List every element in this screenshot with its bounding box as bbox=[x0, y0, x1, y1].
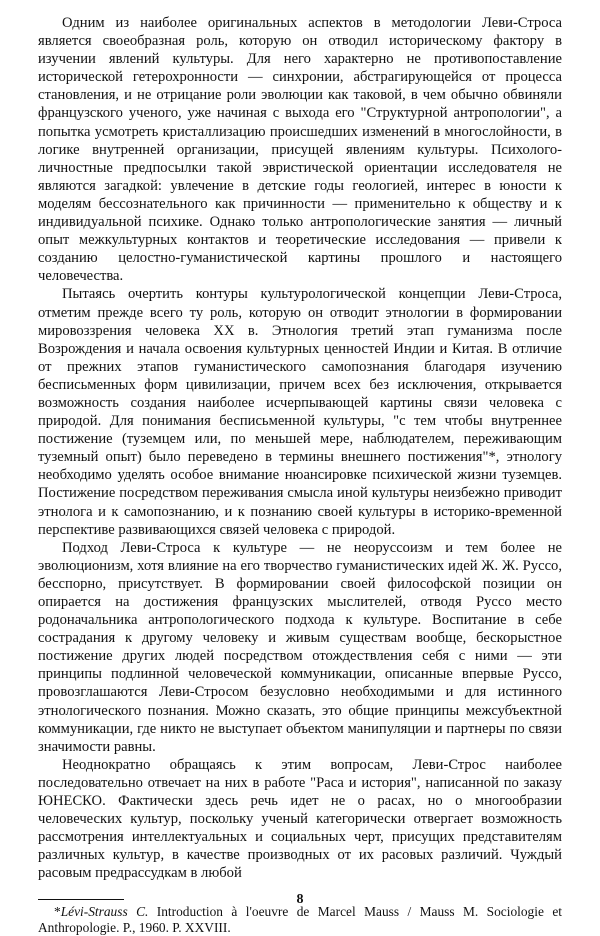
paragraph-1: Одним из наиболее оригинальных аспектов в методологии Леви-Строса является своеобразная роль, которую он отводил историческому фактору в изучении явлений культуры. Для него характерно не противопоставление исторической гетерохронности — синхронии, абстрагирующейся от процесса становления, и не отрицание роли эволюции как таковой, в чем обычно обвиняли французского ученого, уже начиная с выхода его "Структурной антропологии", а попытка усмотреть кристаллизацию происшедших изменений в многослойности, в логике внутренней организации, присущей явлениям культуры. Психолого-личностные предпосылки такой эвристической ориентации исследователя не являются загадкой: увлечение в детские годы геологией, интерес в юности к моделям бессознательного как причинности — применительно к обществу и к индивидуальной психике. Однако только антропологические занятия — личный опыт межкультурных контактов и теоретические исследования — привели к созданию целостно-гуманистической картины прошлого и настоящего человечества. bbox=[38, 15, 562, 285]
page-number: 8 bbox=[296, 892, 304, 907]
footnote-text: Introduction à l'oeuvre de Marcel Mauss / Mauss M. Sociologie et Anthropologie. P., 1960. P. XXVIII. bbox=[38, 903, 562, 935]
paragraph-4: Неоднократно обращаясь к этим вопросам, Леви-Строс наиболее последовательно отвечает на них в работе "Раса и история", написанной по заказу ЮНЕСКО. Фактически здесь речь идет не о расах, но о многообразии человеческих культур, поскольку ученый категорически отвергает возможность рассмотрения интеллектуальных и социальных черт, присущих представителям различных культур, в качестве производных от их расовых различий. Чуждый расовым предрассудкам в любой bbox=[38, 756, 562, 882]
paragraph-3: Подход Леви-Строса к культуре — не неоруссоизм и тем более не эволюционизм, хотя влияние на его творчество гуманистических идей Ж. Ж. Руссо, бесспорно, присутствует. В формировании своей философской позиции он опирается на достижения французских мыслителей, отводя Руссо место родоначальника антропологического подхода к культуре. Воспитание в себе сострадания к другому человеку и живым существам вообще, бескорыстное постижение других людей посредством отождествления себя с ними — эти принципы подлинной человеческой коммуникации, описанные впервые Руссо, провозглашаются Леви-Стросом безусловно необходимыми и для истинного этнологического познания. Можно сказать, это общие принципы межсубъектной коммуникации, где никто не выступает объектом манипуляции и партнеры по связи значимости равны. bbox=[38, 539, 562, 755]
paragraph-2: Пытаясь очертить контуры культурологической концепции Леви-Строса, отметим прежде всего ту роль, которую он отводит этнологии в формировании мировоззрения человека XX в. Этнология третий этап гуманизма после Возрождения и начала освоения культурных ценностей Индии и Китая. В отличие от прежних этапов гуманистического самопознания благодаря изучению бесписьменных форм цивилизации, причем всех без исключения, открывается возможность создания наиболее исчерпывающей картины связи человека с природой. Для понимания бесписьменной культуры, "с тем чтобы внутреннее постижение (туземцем или, по меньшей мере, наблюдателем, переживающим туземный опыт) было переведено в термины внешнего постижения"*, этнологу необходимо уделять особое внимание нюансировке психической жизни туземцев. Постижение посредством переживания смысла иной культуры неизбежно приводит этнолога и к самопознанию, и к познанию своей культуры в историко-временной перспективе развивающихся связей человека с природой. bbox=[38, 286, 562, 538]
footnote-author: Lévi-Strauss C. bbox=[60, 903, 149, 919]
footnote-marker: * bbox=[54, 903, 61, 919]
main-text bbox=[38, 14, 562, 883]
